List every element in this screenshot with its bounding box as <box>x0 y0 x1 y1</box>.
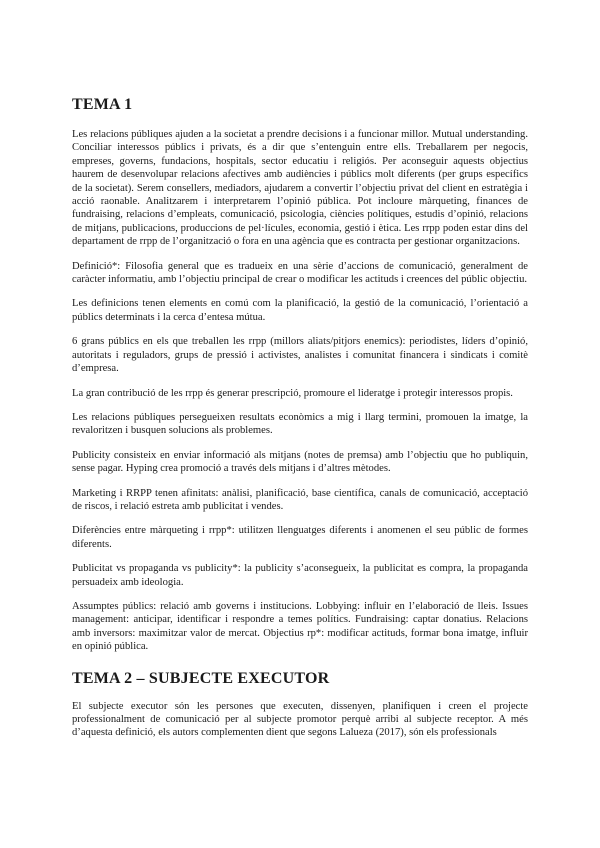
paragraph-common-elements: Les definicions tenen elements en comú com la planificació, la gestió de la comunicació, l’orientació a públics determinats i la cerca d’entesa mútua. <box>72 298 528 323</box>
section-title-tema-1: TEMA 1 <box>72 96 133 113</box>
paragraph-introduction: Les relacions públiques ajuden a la societat a prendre decisions i a funcionar millor. Mutual understanding. Conciliar interessos públics i privats, és a dir que s’entenguin entre ells. Treballarem per negocis, empreses, governs, fundacions, hospitals, sector educatiu i religiós. Per aconseguir aquests objectius haurem de desenvolupar relacions afectives amb audiències i públics molt diferents (per grups específics de la societat). Serem consellers, mediadors, ajudarem a convertir l’objectiu privat del client en estratègia i acció raonable. Analitzarem i interpretarem l’opinió pública. Pot incloure màrqueting, finances de fundraising, relacions d’empleats, comunicació, psicologia, ciències polítiques, estudis d’opinió, relacions de mitjans, publicacions, produccions de pel·lícules, economia, gestió i ètica. Les rrpp poden estar dins del departament de rrpp de l’organització o fora en una agència que es contracta per gestionar organitzacions. <box>72 129 528 248</box>
paragraph-advertising-vs-propaganda: Publicitat vs propaganda vs publicity*: la publicity s’aconsegueix, la publicitat es compra, la propaganda persuadeix amb ideologia. <box>72 563 528 588</box>
paragraph-publicity: Publicity consisteix en enviar informació als mitjans (notes de premsa) amb l’objectiu que ho publiquin, sense pagar. Hyping crea promoció a través dels mitjans i d’altres mètodes. <box>72 449 528 475</box>
paragraph-definition: Definició*: Filosofia general que es tradueix en una sèrie d’accions de comunicació, generalment de caràcter informatiu, amb l’objectiu principal de crear o modificar les actituds i creences del públic objectiu. <box>72 260 528 286</box>
paragraph-six-publics: 6 grans públics en els que treballen les rrpp (millors aliats/pitjors enemics): periodistes, líders d’opinió, autoritats i reguladors, grups de pressió i activistes, analistes i comunitat financera i sindicats i comitè d’empresa. <box>72 336 528 375</box>
section-title-tema-2: TEMA 2 – SUBJECTE EXECUTOR <box>72 669 330 687</box>
paragraph-marketing-affinities: Marketing i RRPP tenen afinitats: anàlisi, planificació, base científica, canals de comunicació, acceptació de riscos, i relació estreta amb publicitat i vendes. <box>72 487 528 512</box>
paragraph-public-affairs: Assumptes públics: relació amb governs i institucions. Lobbying: influir en l’elaboració de lleis. Issues management: anticipar, identificar i respondre a temes polítics. Fundraising: captar donatius. Relacions amb inversors: maximitzar valor de mercat. Objectius rp*: modificar actituds, formar bona imatge, influir en opinió pública. <box>72 600 528 653</box>
paragraph-marketing-differences: Diferències entre màrqueting i rrpp*: utilitzen llenguatges diferents i anomenen el seu públic de formes diferents. <box>72 525 528 550</box>
paragraph-economic-results: Les relacions públiques persegueixen resultats econòmics a mig i llarg termini, promouen la imatge, la revaloritzen i busquen solucions als problemes. <box>72 411 528 437</box>
paragraph-executing-subject: El subjecte executor són les persones que executen, dissenyen, planifiquen i creen el projecte professionalment de comunicació per al subjecte promotor perquè arribi al subjecte receptor. A més d’aquesta definició, els autors complementen dient que segons Lalueza (2017), són els professionals <box>72 700 528 739</box>
paragraph-contribution: La gran contribució de les rrpp és generar prescripció, promoure el lideratge i protegir interessos propis. <box>72 387 513 399</box>
